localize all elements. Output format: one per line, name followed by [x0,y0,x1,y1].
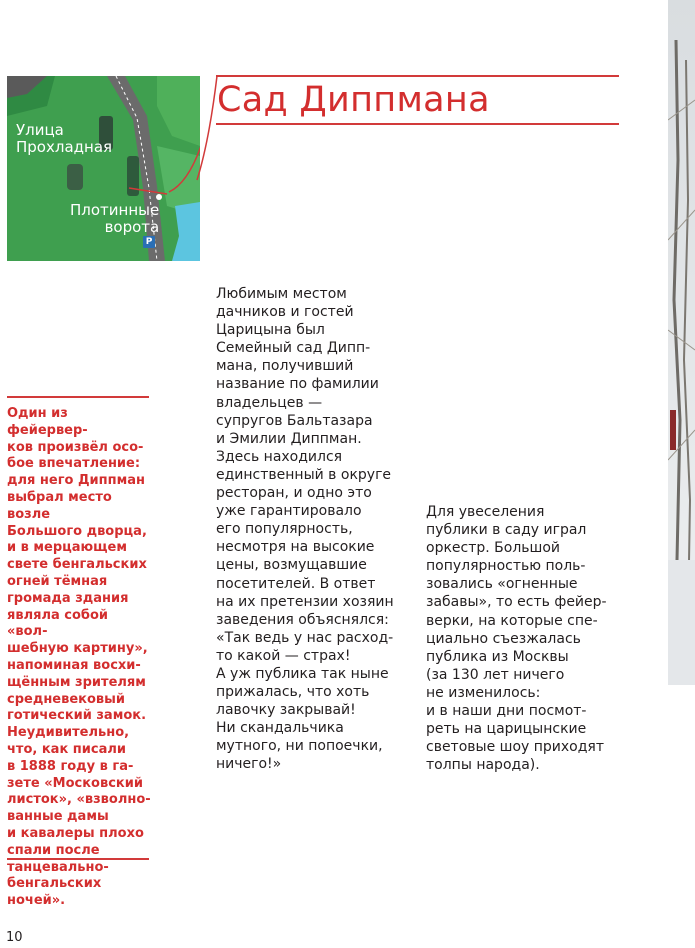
sidebar-quote: Один из фейервер- ков произвёл осо- бое впечатление: для него Диппман выбрал место возле Большого дворца, и в мерцающем свете бенгальских огней тёмная громада здания являла собой «вол- шебную картину», напоминая восхи- щённым зрителям средневековый готический замок. Неудивительно, что, как писали в 1888 году в га- зете «Московский листок», «взволно- ванные дамы и кавалеры плохо спали после танцевально- бенгальских ночей». [7,406,151,909]
sidebar-rule-bottom [7,858,149,860]
body-column-one: Любимым местом дачников и гостей Царицына был Семейный сад Дипп- мана, получивший название по фамилии владельцев — супругов Бальтазара и Эмилии Диппман. Здесь находился единственный в округе ресторан, и одно это уже гарантировало его популярность, несмотря на высокие цены, возмущавшие посетителей. В ответ на их претензии хозяин заведения объяснялся: «Так ведь у нас расход- то какой — страх! А уж публика так ныне прижалась, что хоть лавочку закрывай! Ни скандальчика мутного, ни попоечки, ничего!» [216,286,394,773]
title-rule-bottom [216,123,619,125]
page-number: 10 [6,930,23,945]
sidebar-rule-top [7,396,149,398]
map-label-street: Улица Прохладная [16,121,113,156]
page-title: Сад Диппмана [217,80,490,120]
parking-icon: P [143,236,155,248]
body-column-two: Для увеселения публики в саду играл оркестр. Большой популярностью поль- зовались «огненные забавы», то есть фейер- верки, на которые спе- циально съезжалась публика из Москвы (за 130 лет ничего не изменилось: и в наши дни посмот- реть на царицынские световые шоу приходят толпы народа). [426,504,607,774]
title-rule-top [216,75,619,77]
map-label-gate: Плотинные ворота [70,201,160,236]
location-map [7,76,200,261]
winter-photo [668,0,695,948]
winter-photo-graphic [668,0,695,948]
